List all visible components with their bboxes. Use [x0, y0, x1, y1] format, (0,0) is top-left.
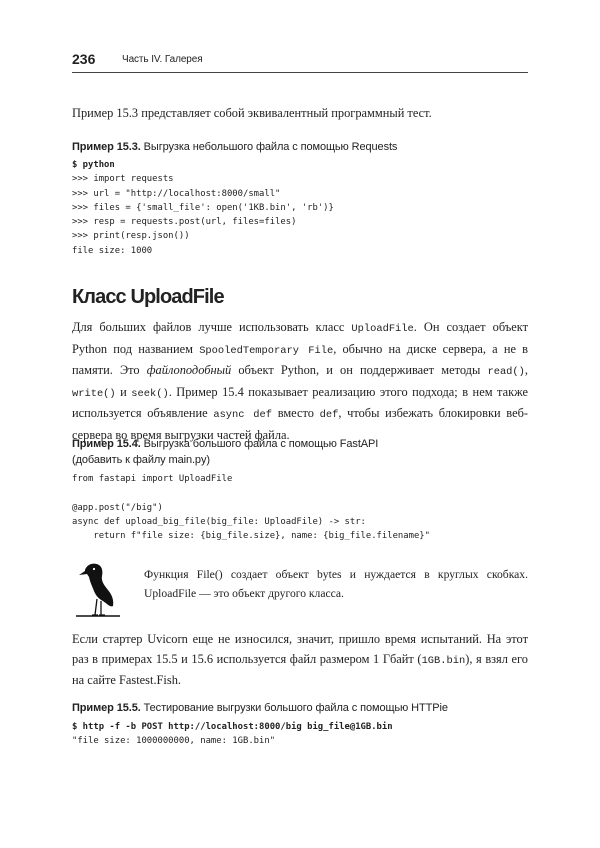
running-header	[72, 50, 528, 73]
code-output: file size: 1000	[72, 245, 153, 256]
code-line: >>> resp = requests.post(url, files=files)	[72, 217, 297, 228]
example-title: Выгрузка небольшого файла с помощью Requests	[143, 141, 398, 153]
intro-paragraph: Пример 15.3 представляет собой эквивалентный программный тест.	[72, 106, 432, 120]
example-15-4-caption	[72, 436, 528, 468]
example-15-4-code	[72, 472, 528, 543]
code-line: from fastapi import UploadFile	[72, 474, 233, 484]
code-line: >>> import requests	[72, 174, 174, 185]
crow-icon	[72, 560, 124, 618]
example-title: Тестирование выгрузки большого файла с помощью HTTPie	[143, 702, 448, 714]
code-line: async def upload_big_file(big_file: UploadFile) -> str:	[72, 516, 366, 527]
section-paragraph: Для больших файлов лучше использовать класс UploadFile. Он создает объект Python под названием SpooledTemporary File, обычно на диске сервера, а не в памяти. Это файлоподобный объект Python, и он поддерживает методы read(), write() и seek(). Пример 15.4 показывает реализацию этого подхода; в нем также используется объявление async def вместо def, чтобы избежать блокировки веб-сервера во время выгрузки частей файла.	[72, 320, 529, 442]
code-line: >>> print(resp.json())	[72, 231, 190, 242]
closing-paragraph: Если стартер Uvicorn еще не износился, значит, пришло время испытаний. На этот раз в примерах 15.5 и 15.6 используется файл размером 1 Гбайт (1GB.bin), я взял его на сайте Fastest.Fish.	[72, 632, 528, 687]
code-line: >>> files = {'small_file': open('1KB.bin', 'rb')}	[72, 202, 334, 213]
example-15-5-caption	[72, 700, 528, 716]
example-15-3-code	[72, 158, 528, 258]
example-title: Выгрузка большого файла с помощью FastAPI	[143, 438, 379, 450]
example-subtitle: (добавить к файлу main.py)	[72, 454, 210, 466]
example-label: Пример 15.3.	[72, 141, 141, 153]
code-line: >>> url = "http://localhost:8000/small"	[72, 188, 281, 199]
code-line: return f"file size: {big_file.size}, name: {big_file.filename}"	[72, 531, 430, 542]
example-label: Пример 15.5.	[72, 702, 141, 714]
code-prompt: $ python	[72, 160, 115, 170]
part-title: Часть IV. Галерея	[122, 54, 203, 65]
code-line: @app.post("/big")	[72, 502, 163, 513]
example-15-5-code	[72, 720, 528, 749]
example-15-3-caption	[72, 139, 528, 155]
page-number: 236	[72, 51, 96, 67]
code-command: $ http -f -b POST http://localhost:8000/big big_file@1GB.bin	[72, 722, 393, 732]
section-heading: Класс UploadFile	[72, 286, 224, 308]
example-label: Пример 15.4.	[72, 438, 141, 450]
code-output: "file size: 1000000000, name: 1GB.bin"	[72, 736, 276, 747]
note-text: Функция File() создает объект bytes и нуждается в круглых скобках. UploadFile — это объект другого класса.	[144, 568, 528, 600]
